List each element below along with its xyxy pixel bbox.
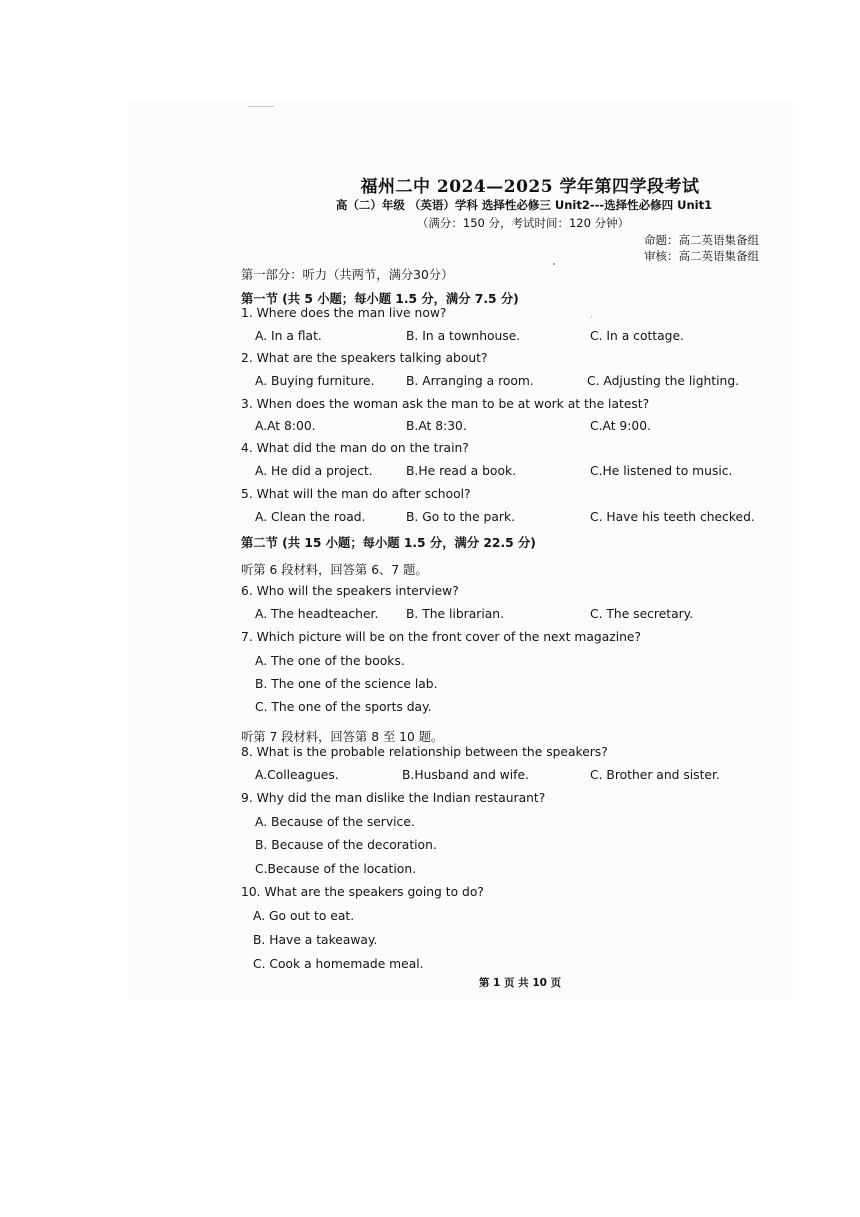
option-7a: A. The one of the books. xyxy=(255,654,405,668)
option-3c: C.At 9:00. xyxy=(590,419,651,433)
option-8b: B.Husband and wife. xyxy=(402,768,529,782)
option-9b: B. Because of the decoration. xyxy=(255,838,437,852)
question-4: 4. What did the man do on the train? xyxy=(241,441,469,455)
option-4c: C.He listened to music. xyxy=(590,464,733,478)
option-6b: B. The librarian. xyxy=(406,607,504,621)
option-5b: B. Go to the park. xyxy=(406,510,515,524)
option-5a: A. Clean the road. xyxy=(255,510,366,524)
option-10a: A. Go out to eat. xyxy=(253,909,355,923)
option-4b: B.He read a book. xyxy=(406,464,516,478)
option-9a: A. Because of the service. xyxy=(255,815,415,829)
question-1: 1. Where does the man live now? xyxy=(241,306,447,320)
option-2c: C. Adjusting the lighting. xyxy=(587,374,740,388)
scan-speck xyxy=(591,316,592,317)
author-line: 命题：高二英语集备组 xyxy=(644,233,759,247)
question-3: 3. When does the woman ask the man to be at work at the latest? xyxy=(241,397,650,411)
question-9: 9. Why did the man dislike the Indian restaurant? xyxy=(241,791,546,805)
question-2: 2. What are the speakers talking about? xyxy=(241,351,488,365)
scan-speck xyxy=(553,263,555,265)
option-7c: C. The one of the sports day. xyxy=(255,700,432,714)
question-5: 5. What will the man do after school? xyxy=(241,487,471,501)
option-2b: B. Arranging a room. xyxy=(406,374,534,388)
option-7b: B. The one of the science lab. xyxy=(255,677,438,691)
listen-material-7: 听第 7 段材料，回答第 8 至 10 题。 xyxy=(241,730,444,744)
question-6: 6. Who will the speakers interview? xyxy=(241,584,459,598)
exam-title: 福州二中 2024—2025 学年第四学段考试 xyxy=(360,177,700,197)
option-10c: C. Cook a homemade meal. xyxy=(253,957,424,971)
option-4a: A. He did a project. xyxy=(255,464,373,478)
option-6a: A. The headteacher. xyxy=(255,607,379,621)
option-6c: C. The secretary. xyxy=(590,607,694,621)
listen-material-6: 听第 6 段材料，回答第 6、7 题。 xyxy=(241,563,428,577)
option-2a: A. Buying furniture. xyxy=(255,374,375,388)
page-number: 第 1 页 共 10 页 xyxy=(478,977,562,989)
option-1c: C. In a cottage. xyxy=(590,329,684,343)
option-3b: B.At 8:30. xyxy=(406,419,467,433)
option-9c: C.Because of the location. xyxy=(255,862,417,876)
scan-mark xyxy=(248,106,274,107)
score-time: （满分：150 分，考试时间：120 分钟） xyxy=(416,216,630,230)
option-5c: C. Have his teeth checked. xyxy=(590,510,755,524)
option-8a: A.Colleagues. xyxy=(255,768,339,782)
option-1a: A. In a flat. xyxy=(255,329,322,343)
option-3a: A.At 8:00. xyxy=(255,419,316,433)
question-10: 10. What are the speakers going to do? xyxy=(241,885,484,899)
reviewer-line: 审核：高二英语集备组 xyxy=(644,249,759,263)
option-10b: B. Have a takeaway. xyxy=(253,933,378,947)
exam-subtitle: 高（二）年级 （英语）学科 选择性必修三 Unit2---选择性必修四 Unit1 xyxy=(335,198,713,212)
section1-heading: 第一节 (共 5 小题；每小题 1.5 分，满分 7.5 分) xyxy=(241,292,519,306)
section2-heading: 第二节 (共 15 小题；每小题 1.5 分，满分 22.5 分) xyxy=(241,536,536,550)
question-7: 7. Which picture will be on the front cover of the next magazine? xyxy=(241,630,642,644)
part1-heading: 第一部分：听力（共两节，满分30分） xyxy=(241,268,454,282)
question-8: 8. What is the probable relationship between the speakers? xyxy=(241,745,608,759)
option-8c: C. Brother and sister. xyxy=(590,768,720,782)
option-1b: B. In a townhouse. xyxy=(406,329,521,343)
